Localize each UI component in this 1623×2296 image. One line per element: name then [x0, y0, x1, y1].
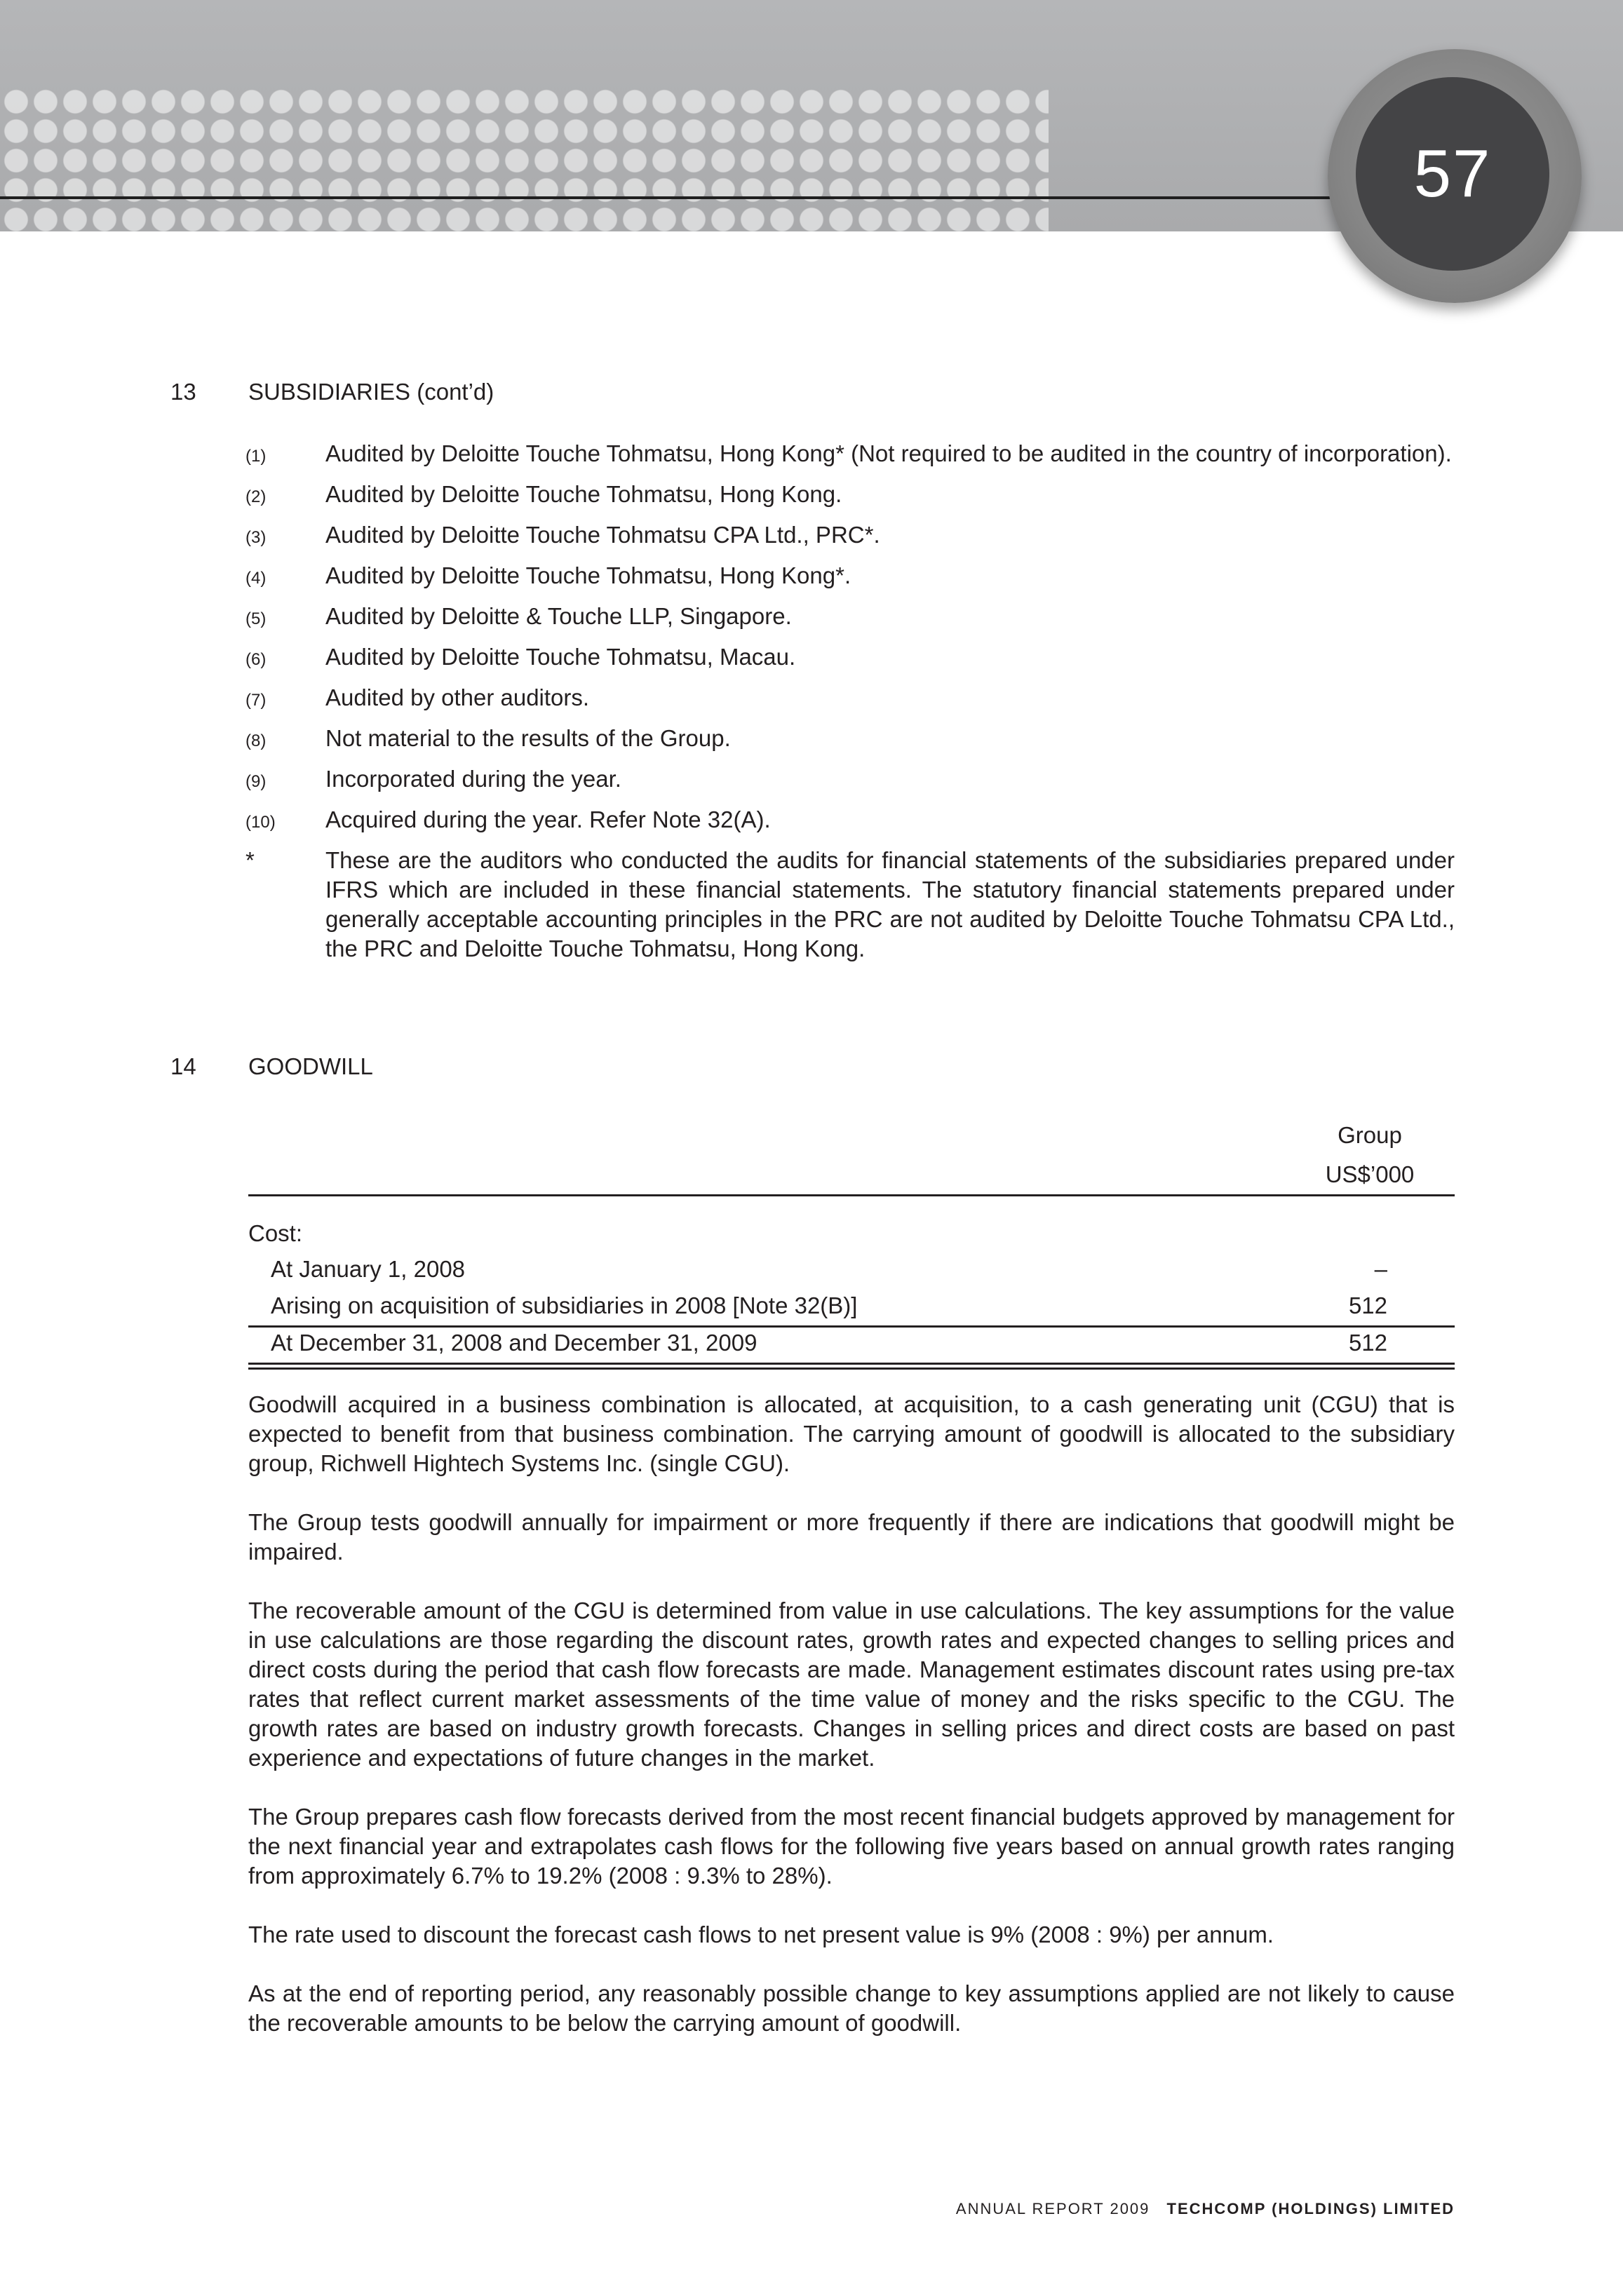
paragraph: As at the end of reporting period, any reasonably possible change to key assumptions applied are not likely to cause the recoverable amounts to be below the carrying amount of goodwill.: [248, 1980, 1455, 2036]
note-marker: (7): [245, 691, 267, 710]
note-item: [245, 561, 1455, 590]
table-row: [248, 1220, 1455, 1250]
note-text: Audited by Deloitte Touche Tohmatsu, Macau.: [325, 644, 796, 670]
table-header-rule: [248, 1194, 1455, 1196]
note-text: Audited by Deloitte Touche Tohmatsu, Hong Kong* (Not required to be audited in the country of incorporation).: [325, 440, 1452, 466]
note-marker: (8): [245, 731, 267, 750]
note-item: [245, 805, 1455, 835]
row-value: 512: [1348, 1292, 1387, 1318]
subtotal-rule: [248, 1325, 1455, 1328]
row-value: –: [1374, 1256, 1387, 1282]
note-marker: (6): [245, 650, 267, 669]
row-label: At December 31, 2008 and December 31, 2009: [271, 1330, 757, 1356]
column-header-unit: US$’000: [1325, 1161, 1415, 1187]
header-rule: [0, 196, 1340, 199]
note-text: Audited by Deloitte Touche Tohmatsu CPA Ltd., PRC*.: [325, 522, 880, 548]
paragraph: The Group prepares cash flow forecasts derived from the most recent financial budgets approved by management for the next financial year and extrapolates cash flows for the following five years based on annual growth rates ranging from approximately 6.7% to 19.2% (2008 : 9.3% to 28%).: [248, 1804, 1455, 1889]
column-header-group: Group: [1338, 1122, 1402, 1148]
note-text: These are the auditors who conducted the audits for financial statements of the subsidiaries prepared under IFRS which are included in these financial statements. The statutory financial statements prepared under generally acceptable accounting principles in the PRC are not audited by Deloitte Touche Tohmatsu CPA Ltd., the PRC and Deloitte Touche Tohmatsu, Hong Kong.: [325, 847, 1455, 961]
note-item: [245, 602, 1455, 631]
section-title: GOODWILL: [248, 1053, 373, 1079]
subsidiary-notes-list: [245, 439, 1455, 975]
footer-company: TECHCOMP (HOLDINGS) LIMITED: [1166, 2200, 1455, 2217]
note-text: Audited by Deloitte Touche Tohmatsu, Hong Kong*.: [325, 562, 851, 588]
note-text: Audited by Deloitte Touche Tohmatsu, Hong Kong.: [325, 481, 842, 507]
note-text: Acquired during the year. Refer Note 32(A).: [325, 806, 771, 832]
note-marker: (3): [245, 528, 267, 547]
page-number-badge: [1356, 77, 1549, 271]
section-title: SUBSIDIARIES (cont’d): [248, 379, 494, 405]
table-row: [248, 1292, 1455, 1322]
note-item: [245, 480, 1455, 509]
note-marker: (10): [245, 813, 276, 832]
note-marker: (5): [245, 609, 267, 628]
row-label: Arising on acquisition of subsidiaries in 2008 [Note 32(B)]: [271, 1292, 858, 1318]
note-item: [245, 642, 1455, 672]
note-marker: *: [245, 847, 255, 873]
note-text: Audited by Deloitte & Touche LLP, Singapore.: [325, 603, 792, 629]
row-label: At January 1, 2008: [271, 1256, 466, 1282]
paragraph: The Group tests goodwill annually for impairment or more frequently if there are indications that goodwill might be impaired.: [248, 1509, 1455, 1565]
page-footer: [956, 2200, 1455, 2218]
note-text: Incorporated during the year.: [325, 766, 621, 792]
note-item: [245, 846, 1455, 964]
note-marker: (2): [245, 487, 267, 506]
note-marker: (9): [245, 772, 267, 791]
note-item: [245, 520, 1455, 550]
table-row: [248, 1256, 1455, 1285]
note-item: [245, 764, 1455, 794]
paragraph: The recoverable amount of the CGU is determined from value in use calculations. The key assumptions for the value in use calculations are those regarding the discount rates, growth rates and expected changes to selling prices and direct costs during the period that cash flow forecasts are made. Management estimates discount rates using pre-tax rates that reflect current market assessments of the time value of money and the risks specific to the CGU. The growth rates are based on industry growth forecasts. Changes in selling prices and direct costs are based on past experience and expectations of future changes in the market.: [248, 1598, 1455, 1771]
goodwill-paragraphs: [248, 1390, 1455, 2067]
total-rule-bottom: [248, 1368, 1455, 1370]
page-number: 57: [1413, 136, 1492, 211]
note-item: [245, 683, 1455, 713]
dot-pattern-decoration: [0, 86, 1049, 231]
row-value: 512: [1348, 1330, 1387, 1356]
paragraph: Goodwill acquired in a business combination is allocated, at acquisition, to a cash generating unit (CGU) that is expected to benefit from that business combination. The carrying amount of goodwill is allocated to the subsidiary group, Richwell Hightech Systems Inc. (single CGU).: [248, 1391, 1455, 1476]
cost-label: Cost:: [248, 1220, 303, 1246]
table-row: [248, 1330, 1455, 1359]
note-marker: (1): [245, 447, 267, 466]
note-item: [245, 439, 1455, 468]
paragraph: The rate used to discount the forecast cash flows to net present value is 9% (2008 : 9%) per annum.: [248, 1922, 1274, 1947]
footer-report: ANNUAL REPORT 2009: [955, 2200, 1150, 2217]
note-item: [245, 724, 1455, 753]
note-text: Not material to the results of the Group.: [325, 725, 731, 751]
total-rule-top: [248, 1363, 1455, 1365]
note-text: Audited by other auditors.: [325, 684, 590, 710]
section-number: 14: [170, 1053, 196, 1079]
section-number: 13: [170, 379, 196, 405]
note-marker: (4): [245, 569, 267, 588]
